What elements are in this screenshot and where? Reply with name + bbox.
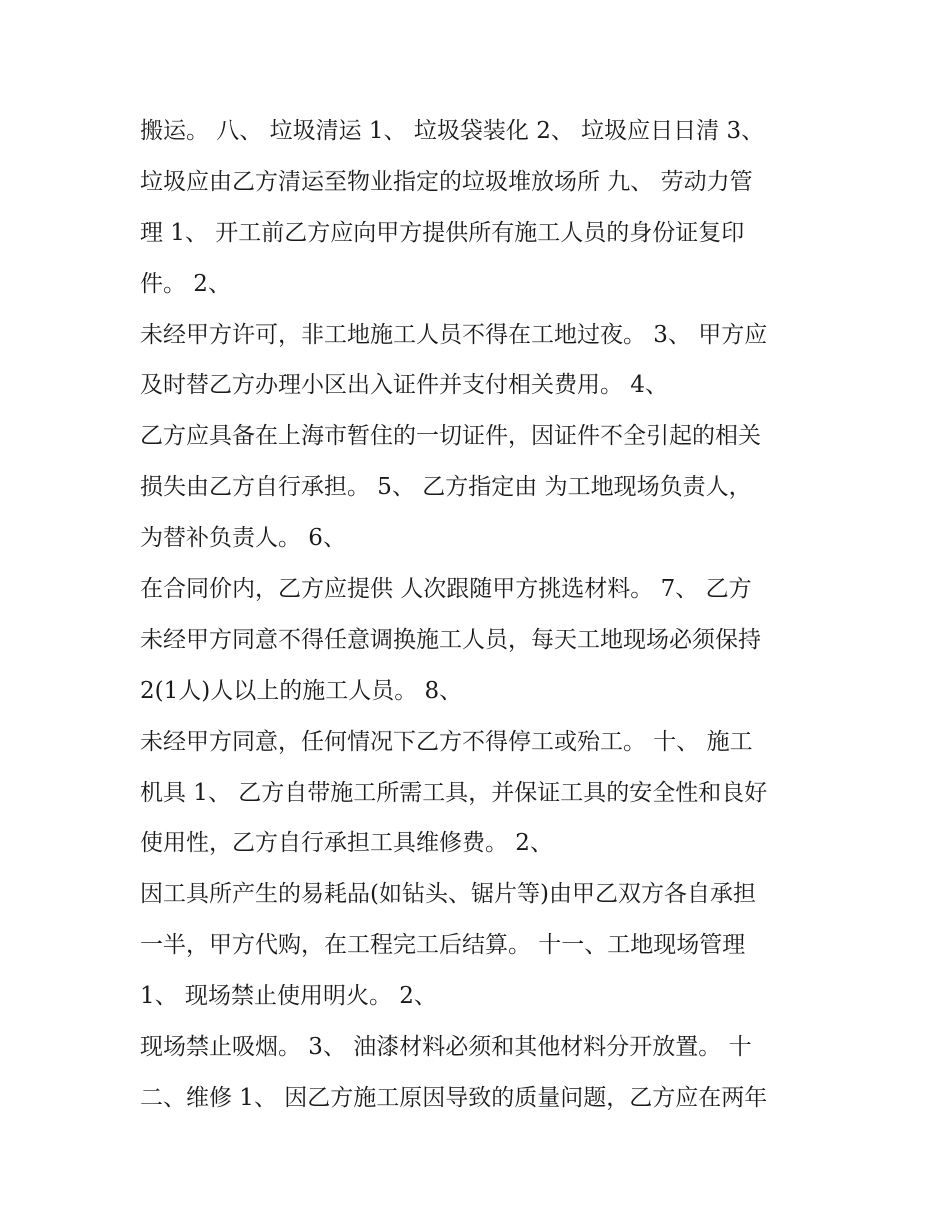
text-line: 搬运。 八、 垃圾清运 1、 垃圾袋装化 2、 垃圾应日日清 3、 [140,118,765,144]
text-line: 2(1人)人以上的施工人员。 8、 [140,677,463,704]
document-body [140,106,830,1124]
text-line: 垃圾应由乙方清运至物业指定的垃圾堆放场所 九、 劳动力管 [140,168,753,195]
text-line: 在合同价内，乙方应提供 人次跟随甲方挑选材料。 7、 乙方 [140,576,752,603]
text-line: 为替补负责人。 6、 [140,525,346,552]
text-line: 件。 2、 [140,270,231,297]
text-line: 机具 1、 乙方自带施工所需工具，并保证工具的安全性和良好 [140,779,768,806]
text-line: 现场禁止吸烟。 3、 油漆材料必须和其他材料分开放置。 十 [140,1034,752,1061]
text-line: 1、 现场禁止使用明火。 2、 [140,983,437,1010]
text-line: 理 1、 开工前乙方应向甲方提供所有施工人员的身份证复印 [140,219,745,246]
text-line: 损失由乙方自行承担。 5、 乙方指定由 为工地现场负责人， [140,474,752,501]
text-line: 乙方应具备在上海市暂住的一切证件，因证件不全引起的相关 [140,423,761,450]
text-line: 未经甲方同意，任何情况下乙方不得停工或殆工。 十、 施工 [140,728,753,755]
text-line: 使用性，乙方自行承担工具维修费。 2、 [140,830,553,857]
text-line: 未经甲方同意不得任意调换施工人员，每天工地现场必须保持 [140,626,761,653]
text-line: 二、维修 1、 因乙方施工原因导致的质量问题，乙方应在两年 [140,1084,768,1111]
text-line: 未经甲方许可，非工地施工人员不得在工地过夜。 3、 甲方应 [140,321,768,348]
text-line: 一半，甲方代购，在工程完工后结算。 十一、工地现场管理 [140,932,746,959]
text-line: 因工具所产生的易耗品(如钻头、锯片等)由甲乙双方各自承担 [140,881,756,908]
text-line: 及时替乙方办理小区出入证件并支付相关费用。 4、 [140,372,668,399]
